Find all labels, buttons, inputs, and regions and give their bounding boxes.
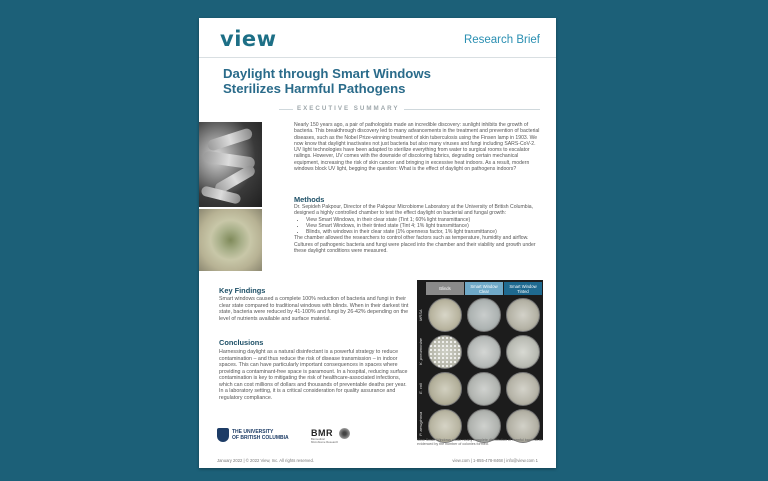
figure-caption: View Smart Windows cause nearly complete disinfection of harmful bacteria as evidenced by the number of colonies formed. bbox=[417, 438, 543, 447]
row-label: K. pneumoniae bbox=[418, 338, 423, 366]
list-item: • View Smart Windows, in their tinted state (Tint 4; 1% light transmittance) bbox=[306, 223, 540, 229]
petri-dish-figure bbox=[417, 280, 543, 440]
conclusions-heading: Conclusions bbox=[219, 338, 264, 347]
petri-dish bbox=[467, 335, 501, 369]
bmr-line-1: Biomedical bbox=[311, 437, 325, 441]
petri-dish bbox=[506, 335, 540, 369]
bacteria-microscope-image bbox=[199, 122, 262, 207]
row-label: E. coli bbox=[418, 383, 423, 395]
bmr-flower-icon bbox=[339, 428, 350, 439]
bmr-line-2: Microbiome Research bbox=[311, 440, 339, 445]
col-header-blinds: Blinds bbox=[426, 282, 464, 295]
col-header-tinted: Smart Window Tinted bbox=[504, 282, 542, 295]
ubc-logo bbox=[217, 428, 289, 442]
row-label: MRSA bbox=[418, 309, 423, 321]
methods-list bbox=[294, 217, 540, 236]
fungal-culture-image bbox=[199, 209, 262, 271]
conclusions-text: Harnessing daylight as a natural disinfectant is a powerful strategy to reduce contamination – and thus reduce the risk of disease transmission – in indoor spaces. This can have particularly important consequences in spaces where providing a contaminant-free space is paramount. In a hospital, reducing surface contamination is key to mitigating the risk of healthcare-associated infections, which can cost millions of dollars and thousands of preventable deaths per year. In a laboratory setting, it is a critical consideration for quality assurance and regulatory compliance. bbox=[219, 349, 408, 401]
list-item: • View Smart Windows, in their clear state (Tint 1; 60% light transmittance) bbox=[306, 217, 540, 223]
ubc-line-2: OF BRITISH COLUMBIA bbox=[232, 435, 289, 441]
bmr-wordmark: BMR bbox=[311, 428, 333, 438]
petri-dish bbox=[506, 298, 540, 332]
view-logo: view bbox=[220, 27, 277, 51]
footer-contact: view.com | 1-855-478-8468 | info@view.com 1 bbox=[452, 458, 538, 463]
executive-summary-label: EXECUTIVE SUMMARY bbox=[293, 105, 404, 112]
row-label: P. aeruginosa bbox=[418, 411, 423, 437]
methods-section bbox=[294, 204, 540, 254]
petri-dish bbox=[467, 298, 501, 332]
petri-dish bbox=[428, 335, 462, 369]
methods-outro: The chamber allowed the researchers to control other factors such as temperature, humidity and airflow. Cultures of pathogenic bacteria and fungi were placed into the chamber and their viability and growth under these daylight conditions were measured. bbox=[294, 235, 536, 255]
col-header-clear: Smart Window Clear bbox=[465, 282, 503, 295]
header-divider bbox=[199, 57, 556, 58]
key-findings-text: Smart windows caused a complete 100% reduction of bacteria and fungi in their clear state compared to traditional windows with blinds. When in their darkest tint state, bacteria were reduced by 41-100% and fungi by 26-42% depending on the level of nutrients available and surface material. bbox=[219, 296, 409, 322]
footer-copyright: January 2022 | © 2022 View, Inc. All rights reserved. bbox=[217, 458, 314, 463]
research-brief-page bbox=[199, 18, 556, 468]
title-line-1: Daylight through Smart Windows bbox=[223, 66, 431, 81]
page-title bbox=[223, 66, 543, 96]
key-findings-heading: Key Findings bbox=[219, 286, 266, 295]
list-item: • Blinds, with windows in their clear state (1% openness factor, 1% light transmittance) bbox=[306, 229, 540, 235]
petri-dish bbox=[428, 372, 462, 406]
title-line-2: Sterilizes Harmful Pathogens bbox=[223, 81, 406, 96]
bmr-logo bbox=[311, 428, 338, 444]
ubc-line-1: THE UNIVERSITY bbox=[232, 429, 274, 435]
petri-dish bbox=[467, 372, 501, 406]
methods-heading: Methods bbox=[294, 195, 325, 204]
methods-intro: Dr. Sepideh Pakpour, Director of the Pakpour Microbiome Laboratory at the University of British Columbia, designed a highly controlled chamber to test the effect daylight on bacterial and fungal growth: bbox=[294, 204, 533, 217]
petri-dish bbox=[506, 372, 540, 406]
executive-summary-text: Nearly 150 years ago, a pair of pathologists made an incredible discovery: sunlight inhibits the growth of bacteria. This breakthrough discovery led to many advancements in the treatment and prevention of bacterial diseases, such as the Nobel Prize-winning treatment of skin tuberculosis using the Finsen lamp in 1903. We now know that daylight inactivates not just bacteria but also many viruses and fungi including SARS-CoV-2. UV light technologies have been adapted to sterilize everything from water to surgical rooms to escalator railings. However, UV comes with the downside of discoloring fabrics, degrading certain mechanical equipment, increasing the risk of skin cancer and bringing in excessive heat indoors. As a result, modern windows block UV light, begging the question: What is the effect of daylight on pathogens indoors? bbox=[294, 122, 540, 173]
petri-dish bbox=[428, 298, 462, 332]
ubc-crest-icon bbox=[217, 428, 229, 442]
doc-type-label: Research Brief bbox=[463, 34, 540, 46]
executive-summary-divider bbox=[279, 105, 540, 113]
